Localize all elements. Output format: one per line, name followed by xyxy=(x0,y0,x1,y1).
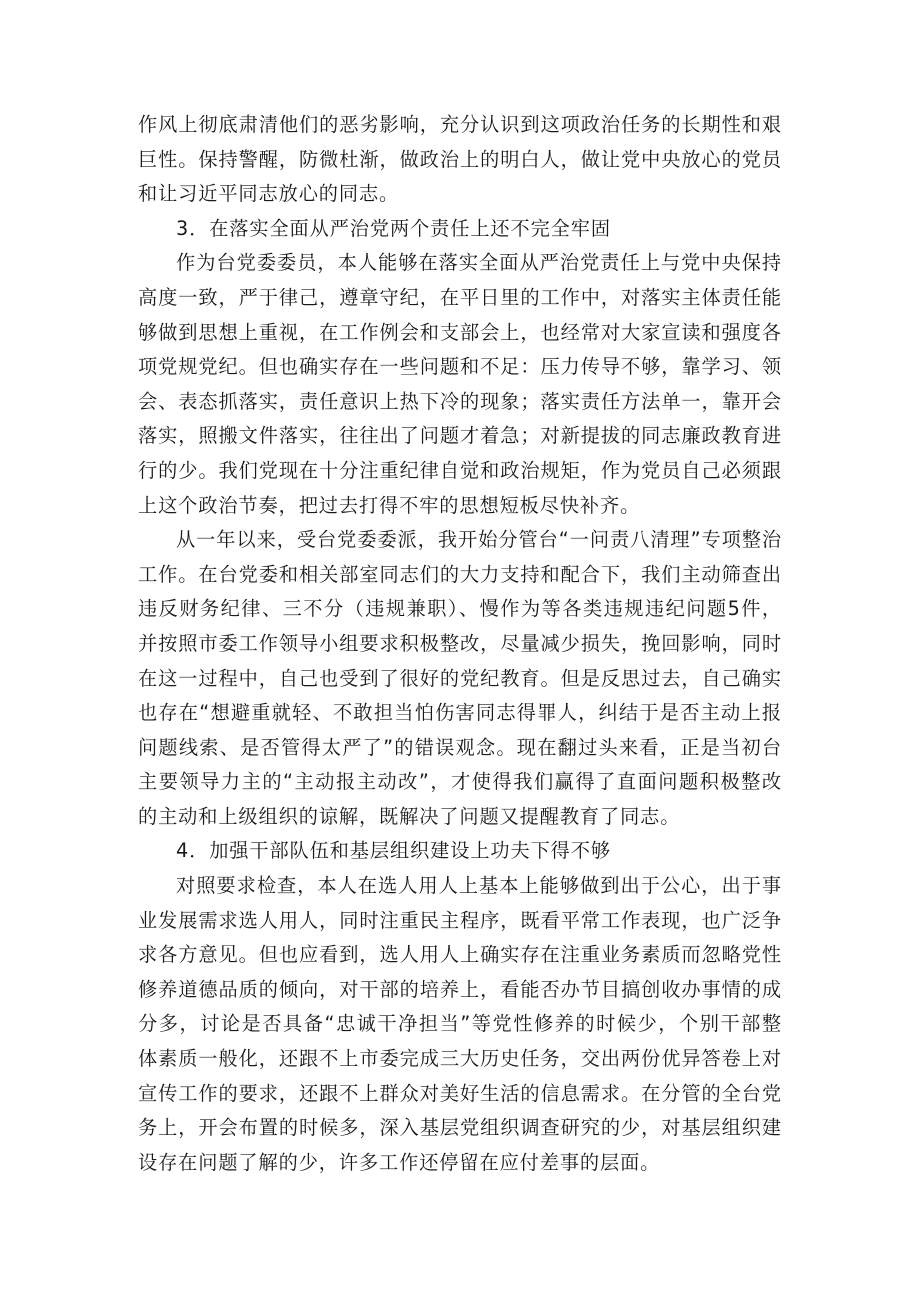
section-heading-4: 4．加强干部队伍和基层组织建设上功夫下得不够 xyxy=(176,839,611,863)
paragraph-rectification: 从一年以来，受台党委委派，我开始分管台“一问责八清理”专项整治工作。在台党委和相关部室同志们的大力支持和配合下，我们主动筛查出违反财务纪律、三不分（违规兼职）、慢作为等各类违规违纪问题5件，并按照市委工作领导小组要求积极整改，尽量减少损失，挽回影响，同时在这一过程中，自己也受到了很好的党纪教育。但是反思过去，自己确实也存在“想避重就轻、不敢担当怕伤害同志得罪人，纠结于是否主动上报问题线索、是否管得太严了”的错误观念。现在翻过头来看，正是当初台主要领导力主的“主动报主动改”，才使得我们赢得了直面问题积极整改的主动和上级组织的谅解，既解决了问题又提醒教育了同志。 xyxy=(138,528,782,828)
section-heading-3: 3．在落实全面从严治党两个责任上还不完全牢固 xyxy=(176,216,611,240)
paragraph-continued: 作风上彻底肃清他们的恶劣影响，充分认识到这项政治任务的长期性和艰巨性。保持警醒，防微杜渐，做政治上的明白人，做让党中央放心的党员和让习近平同志放心的同志。 xyxy=(138,113,782,206)
paragraph-cadre-building: 对照要求检查，本人在选人用人上基本上能够做到出于公心，出于事业发展需求选人用人，同时注重民主程序，既看平常工作表现，也广泛争求各方意见。但也应看到，选人用人上确实存在注重业务素质而忽略党性修养道德品质的倾向，对干部的培养上，看能否办节目搞创收办事情的成分多，讨论是否具备“忠诚干净担当”等党性修养的时候少，个别干部整体素质一般化，还跟不上市委完成三大历史任务，交出两份优异答卷上对宣传工作的要求，还跟不上群众对美好生活的信息需求。在分管的全台党务上，开会布置的时候多，深入基层党组织调查研究的少，对基层组织建设存在问题了解的少，许多工作还停留在应付差事的层面。 xyxy=(138,874,782,1174)
paragraph-responsibility: 作为台党委委员，本人能够在落实全面从严治党责任上与党中央保持高度一致，严于律己，遵章守纪，在平日里的工作中，对落实主体责任能够做到思想上重视，在工作例会和支部会上，也经常对大家宣读和强度各项党规党纪。但也确实存在一些问题和不足：压力传导不够，靠学习、领会、表态抓落实，责任意识上热下冷的现象；落实责任方法单一，靠开会落实，照搬文件落实，往往出了问题才着急；对新提拔的同志廉政教育进行的少。我们党现在十分注重纪律自觉和政治规矩，作为党员自己必须跟上这个政治节奏，把过去打得不牢的思想短板尽快补齐。 xyxy=(138,251,782,517)
